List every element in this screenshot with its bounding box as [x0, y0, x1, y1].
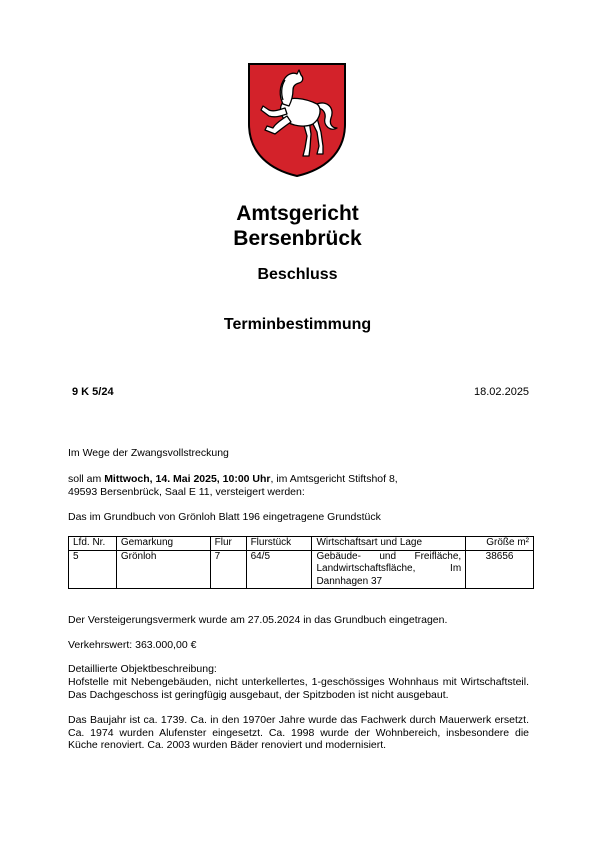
col-header-gemarkung: Gemarkung [116, 537, 210, 551]
col-header-groesse: Größe m² [466, 537, 534, 551]
object-description-text1: Hofstelle mit Nebengebäuden, nicht unterkellertes, 1-geschössiges Wohnhaus mit Wirtschaftsteil. Das Dachgeschoss ist geringfügig ausgebaut, der Spitzboden ist nicht ausgebaut. [68, 676, 529, 701]
auction-date-pre: soll am [68, 473, 105, 485]
col-header-flurstueck: Flurstück [246, 537, 312, 551]
cell-lfd-nr: 5 [69, 550, 117, 589]
auction-location: 49593 Bersenbrück, Saal E 11, versteigert werden: [68, 485, 305, 498]
court-name-line1: Amtsgericht [236, 202, 359, 225]
market-value: Verkehrswert: 363.000,00 € [68, 639, 197, 651]
col-header-flur: Flur [210, 537, 246, 551]
land-register-text: Das im Grundbuch von Grönloh Blatt 196 eingetragene Grundstück [68, 511, 381, 523]
cell-flur: 7 [210, 550, 246, 589]
property-table [68, 536, 534, 589]
cell-wirtschaftsart: Gebäude- und Freifläche, Landwirtschaftsfläche, Im Dannhagen 37 [312, 550, 466, 589]
intro-text: Im Wege der Zwangsvollstreckung [68, 447, 229, 459]
auction-date-post: , im Amtsgericht Stiftshof 8, [270, 473, 398, 485]
col-header-wirtschaftsart: Wirtschaftsart und Lage [312, 537, 466, 551]
register-note: Der Versteigerungsvermerk wurde am 27.05.2024 in das Grundbuch eingetragen. [68, 614, 448, 626]
cell-gemarkung: Grönloh [116, 550, 210, 589]
col-header-lfd-nr: Lfd. Nr. [69, 537, 117, 551]
object-description-heading: Detaillierte Objektbeschreibung: [68, 663, 217, 675]
table-header-row [69, 537, 534, 551]
auction-date-bold: Mittwoch, 14. Mai 2025, 10:00 Uhr [104, 473, 271, 485]
case-number: 9 K 5/24 [72, 386, 114, 398]
table-row [69, 550, 534, 589]
cell-flurstueck: 64/5 [246, 550, 312, 589]
cell-groesse: 38656 [466, 550, 534, 589]
auction-date-paragraph [68, 473, 529, 498]
object-description-text2: Das Baujahr ist ca. 1739. Ca. in den 1970er Jahre wurde das Fachwerk durch Mauerwerk ersetzt. Ca. 1974 wurden Alufenster eingesetzt. Ca. 1998 wurde der Wohnbereich, insbesondere die Küche renoviert. Ca. 2003 wurden Bäder renoviert und modernisiert. [68, 714, 529, 751]
document-subtitle: Terminbestimmung [223, 316, 372, 333]
document-date: 18.02.2025 [474, 386, 530, 398]
court-name-line2: Bersenbrück [233, 227, 362, 250]
lower-saxony-horse-crest-icon [247, 62, 347, 178]
document-title: Beschluss [257, 266, 338, 283]
